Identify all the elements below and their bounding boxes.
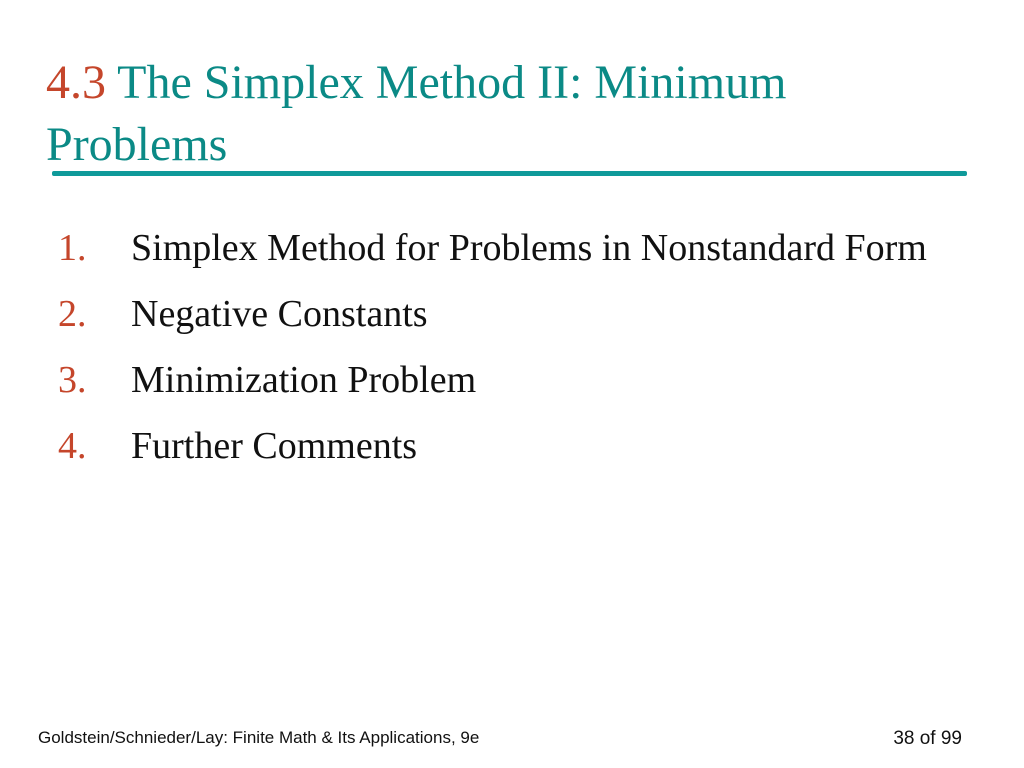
page-number: 38 of 99 bbox=[893, 728, 962, 749]
list-item-text: Further Comments bbox=[131, 425, 418, 467]
topic-list bbox=[58, 222, 958, 486]
list-item bbox=[58, 420, 958, 473]
list-item bbox=[58, 222, 958, 275]
section-title: The Simplex Method II: Minimum Problems bbox=[46, 56, 787, 171]
slide-title bbox=[46, 52, 976, 176]
list-number: 4. bbox=[58, 425, 87, 467]
list-number: 3. bbox=[58, 359, 87, 401]
footer-source: Goldstein/Schnieder/Lay: Finite Math & Its Applications, 9e bbox=[38, 728, 480, 747]
list-item-text: Minimization Problem bbox=[131, 359, 477, 401]
title-divider bbox=[52, 171, 967, 176]
list-number: 2. bbox=[58, 293, 87, 335]
list-item bbox=[58, 354, 958, 407]
list-item-text: Simplex Method for Problems in Nonstandard Form bbox=[131, 227, 927, 269]
list-item bbox=[58, 288, 958, 341]
list-item-text: Negative Constants bbox=[131, 293, 428, 335]
section-number: 4.3 bbox=[46, 56, 106, 109]
list-number: 1. bbox=[58, 227, 87, 269]
